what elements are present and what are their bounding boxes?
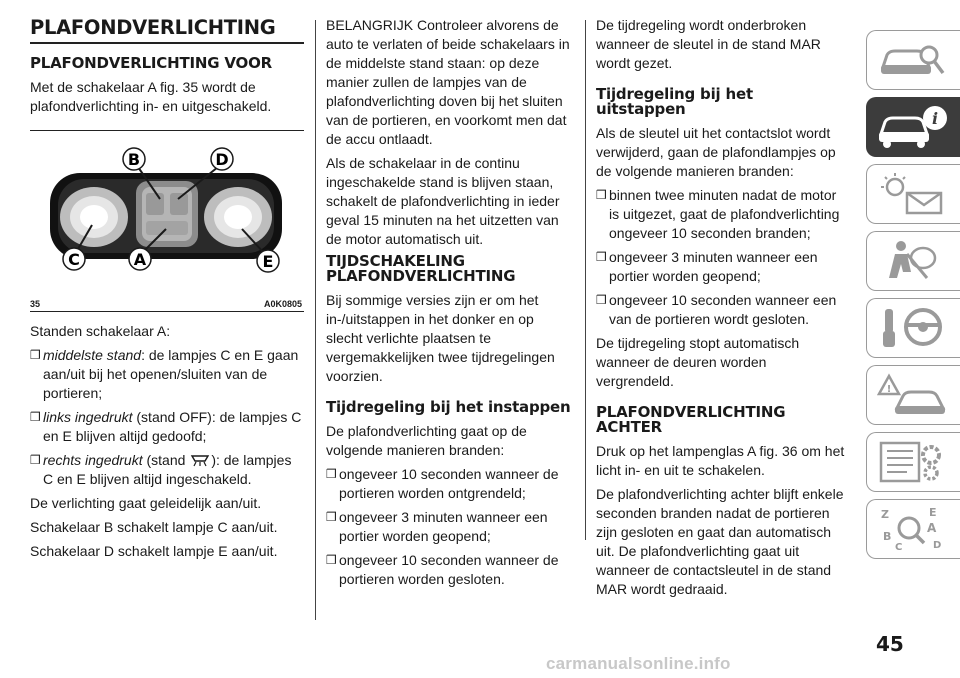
bullet-box-icon: ❒ bbox=[326, 553, 337, 567]
tab-car-info[interactable] bbox=[866, 97, 960, 157]
svg-text:E: E bbox=[929, 506, 937, 519]
heading-timer: TIJDSCHAKELING PLAFONDVERLICHTING bbox=[326, 252, 516, 285]
label-a: A bbox=[133, 250, 147, 269]
svg-text:C: C bbox=[895, 542, 903, 552]
label-b: B bbox=[127, 150, 141, 169]
breakdown-icon bbox=[877, 372, 947, 418]
tab-index[interactable] bbox=[866, 499, 960, 559]
svg-text:Z: Z bbox=[881, 508, 889, 521]
paragraph-rear-1: Druk op het lampenglas A fig. 36 om het licht in- en uit te schakelen. bbox=[596, 443, 845, 478]
label-c: C bbox=[68, 250, 80, 269]
column-3 bbox=[596, 16, 846, 604]
figure-35 bbox=[30, 130, 304, 312]
paragraph-intro: Met de schakelaar A fig. 35 wordt de plafondverlichting in- en uitgeschakeld. bbox=[30, 79, 272, 114]
bullet-box-icon: ❒ bbox=[30, 410, 41, 424]
paragraph-switch-d: Schakelaar D schakelt lampje E aan/uit. bbox=[30, 543, 278, 559]
tab-emergency[interactable] bbox=[866, 365, 960, 425]
bullet-box-icon: ❒ bbox=[30, 453, 41, 467]
label-e: E bbox=[262, 252, 274, 271]
svg-text:i: i bbox=[931, 109, 939, 128]
paragraph-continuous: Als de schakelaar in de continu ingeschakelde stand is blijven staan, schakelt de plafondverlichting in ieder geval 15 minuten na het uitzetten van de motor automatisch uit. bbox=[326, 155, 560, 247]
list-item: ❒ ongeveer 10 seconden wanneer een van de portieren wordt gesloten. bbox=[596, 292, 837, 327]
list-item: ❒ ongeveer 10 seconden wanneer de portieren worden ontgrendeld; bbox=[326, 466, 559, 501]
airbag-safety-icon bbox=[877, 238, 947, 284]
page-title: PLAFONDVERLICHTING bbox=[30, 16, 304, 44]
car-info-icon bbox=[877, 104, 947, 150]
bullet-box-icon: ❒ bbox=[596, 188, 607, 202]
paragraph-positions: Standen schakelaar A: bbox=[30, 323, 171, 339]
paragraph-timer: Bij sommige versies zijn er om het in-/uitstappen in het donker en op slecht verlichte plaatsen te vergemakkelijken twee tijdregelingen voorzien. bbox=[326, 292, 555, 384]
list-item: ❒ ongeveer 3 minuten wanneer een portier worden geopend; bbox=[596, 249, 818, 284]
interior-light-symbol-icon bbox=[189, 453, 211, 467]
bullet-box-icon: ❒ bbox=[596, 293, 607, 307]
page-number: 45 bbox=[876, 632, 904, 656]
tab-safety[interactable] bbox=[866, 231, 960, 291]
paragraph-rear-2: De plafondverlichting achter blijft enkele seconden branden nadat de portieren zijn gesloten en gaat dan automatisch uit. De plafondverlichting gaat uit wanneer de contactsleutel in de stand MAR wordt gedraaid. bbox=[596, 486, 844, 597]
watermark: carmanualsonline.info bbox=[546, 654, 731, 673]
overhead-light-illustration bbox=[42, 137, 294, 287]
figure-code: A0K0805 bbox=[263, 299, 302, 309]
column-divider bbox=[585, 20, 586, 540]
paragraph-stop: De tijdregeling stopt automatisch wanneer de deuren worden vergrendeld. bbox=[596, 335, 800, 389]
list-item: ❒ ongeveer 10 seconden wanneer de portieren worden gesloten. bbox=[326, 552, 559, 587]
column-1 bbox=[30, 16, 304, 566]
warning-lights-icon bbox=[877, 171, 947, 217]
maintenance-icon bbox=[877, 439, 947, 485]
paragraph-switch-b: Schakelaar B schakelt lampje C aan/uit. bbox=[30, 519, 278, 535]
list-item: ❒ binnen twee minuten nadat de motor is uitgezet, gaat de plafondverlichting ongeveer 10 seconden branden; bbox=[596, 187, 840, 241]
list-item: ❒ middelste stand: de lampjes C en E gaan aan/uit bij het openen/sluiten van de portieren; bbox=[30, 347, 299, 401]
bullet-box-icon: ❒ bbox=[326, 510, 337, 524]
bullet-box-icon: ❒ bbox=[596, 250, 607, 264]
paragraph-fade: De verlichting gaat geleidelijk aan/uit. bbox=[30, 495, 262, 511]
paragraph-exit: Als de sleutel uit het contactslot wordt verwijderd, gaan de plafondlampjes op de volgende manieren branden: bbox=[596, 125, 836, 179]
svg-text:B: B bbox=[883, 530, 892, 543]
list-item: ❒ ongeveer 3 minuten wanneer een portier worden geopend; bbox=[326, 509, 548, 544]
tab-warning-lights[interactable] bbox=[866, 164, 960, 224]
chapter-sidebar bbox=[858, 30, 960, 566]
heading-rear-light: PLAFONDVERLICHTING ACHTER bbox=[596, 403, 786, 436]
list-item: ❒ rechts ingedrukt (stand ): de lampjes C en E blijven altijd ingeschakeld. bbox=[30, 452, 292, 487]
label-d: D bbox=[215, 150, 229, 169]
svg-text:D: D bbox=[933, 540, 942, 551]
list-item: ❒ links ingedrukt (stand OFF): de lampjes C en E blijven altijd gedoofd; bbox=[30, 409, 302, 444]
column-2 bbox=[326, 16, 574, 594]
column-divider bbox=[315, 20, 316, 620]
paragraph-interrupt: De tijdregeling wordt onderbroken wanneer de sleutel in de stand MAR wordt gezet. bbox=[596, 17, 821, 71]
tab-car-search[interactable] bbox=[866, 30, 960, 90]
paragraph-important: BELANGRIJK Controleer alvorens de auto te verlaten of beide schakelaars in de middelste stand staan: op deze manier zullen de lampjes van de plafondverlichting doven bij het sluiten van de portieren, en voorkomt men dat de accu ontlaadt. bbox=[326, 17, 570, 147]
heading-entry: Tijdregeling bij het instappen bbox=[326, 398, 571, 416]
heading-front-light: PLAFONDVERLICHTING VOOR bbox=[30, 54, 272, 72]
paragraph-entry: De plafondverlichting gaat op de volgende manieren branden: bbox=[326, 423, 527, 458]
bullet-box-icon: ❒ bbox=[30, 348, 41, 362]
tab-driving[interactable] bbox=[866, 298, 960, 358]
heading-exit: Tijdregeling bij het uitstappen bbox=[596, 85, 753, 118]
key-steering-icon bbox=[877, 305, 947, 351]
svg-text:A: A bbox=[927, 521, 937, 535]
index-icon bbox=[877, 506, 947, 552]
tab-maintenance[interactable] bbox=[866, 432, 960, 492]
figure-number: 35 bbox=[30, 299, 41, 309]
car-search-icon bbox=[877, 37, 947, 83]
bullet-box-icon: ❒ bbox=[326, 467, 337, 481]
svg-text:!: ! bbox=[886, 384, 892, 395]
